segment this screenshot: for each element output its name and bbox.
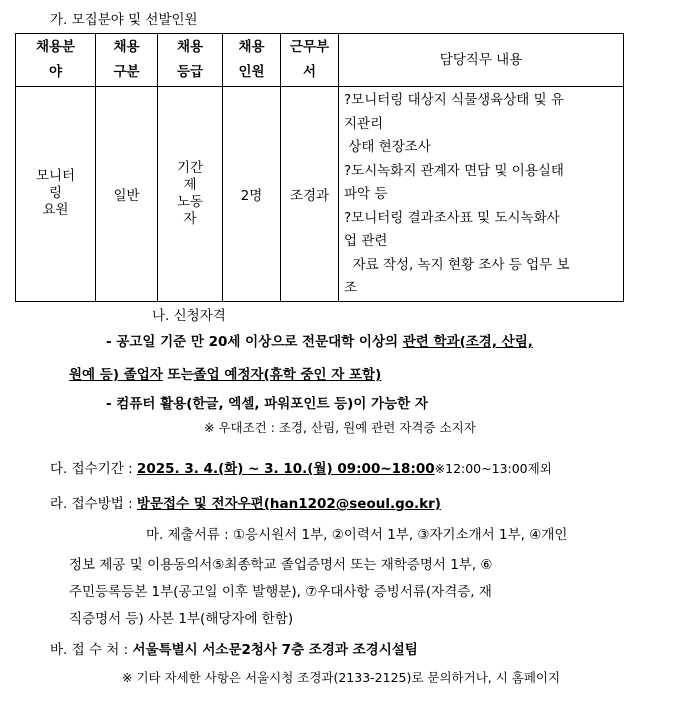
section-ma-line3: 주민등록등본 1부(공고일 이후 발행분), ⑦우대사항 증빙서류(자격증, 재 [69,584,492,600]
cell-count: 2명 [223,87,281,302]
section-ma-line4: 직증명서 등) 사본 1부(해당자에 한함) [69,611,294,627]
section-ma-line2: 정보 제공 및 이용동의서⑤최종학교 졸업증명서 또는 재학증명서 1부, ⑥ [69,557,493,573]
recruitment-table [15,33,624,302]
cell-type: 일반 [96,87,158,302]
cell-field: 모니터 링 요원 [16,87,96,302]
section-ra: 라. 접수방법 : 방문접수 및 전자우편(han1202@seoul.go.kr) [50,496,441,512]
header-count: 채용 인원 [223,34,281,87]
header-grade: 채용 등급 [158,34,223,87]
cell-dept: 조경과 [281,87,339,302]
preference-note: ※ 우대조건 : 조경, 산림, 원예 관련 자격증 소지자 [204,420,476,435]
header-dept: 근무부 서 [281,34,339,87]
section-da: 다. 접수기간 : 2025. 3. 4.(화) ~ 3. 10.(월) 09:00~18:00※12:00~13:00제외 [50,461,552,477]
cell-duties: ?모니터링 대상지 식물생육상태 및 유 지관리 상태 현장조사 ?도시녹화지 관계자 면담 및 이용실태 파악 등 ?모니터링 결과조사표 및 도시녹화사 업 관련 자료 작성, 녹지 현황 조사 등 업무 보 조 [339,87,624,302]
qualification-2: - 컴퓨터 활용(한글, 엑셀, 파워포인트 등)이 가능한 자 [106,396,428,412]
header-field: 채용분 야 [16,34,96,87]
table-header-row [16,34,624,87]
section-na-title: 나. 신청자격 [152,308,226,324]
table-row [16,87,624,302]
qualification-1-line1: - 공고일 기준 만 20세 이상으로 전문대학 이상의 관련 학과(조경, 산림, [106,334,533,350]
qualification-1-line2: 원예 등) 졸업자 또는졸업 예정자(휴학 중인 자 포함) [69,367,382,383]
header-type: 채용 구분 [96,34,158,87]
header-duties: 담당직무 내용 [339,34,624,87]
section-ba: 바. 접 수 처 : 서울특별시 서소문2청사 7층 조경과 조경시설팀 [50,642,418,658]
section-ga-title: 가. 모집분야 및 선발인원 [50,12,198,28]
cell-grade: 기간 제 노동 자 [158,87,223,302]
section-ba-note: ※ 기타 자세한 사항은 서울시청 조경과(2133-2125)로 문의하거나, 시 홈페이지 [122,670,561,685]
section-ma-line1: 마. 제출서류 : ①응시원서 1부, ②이력서 1부, ③자기소개서 1부, ④개인 [146,527,568,543]
